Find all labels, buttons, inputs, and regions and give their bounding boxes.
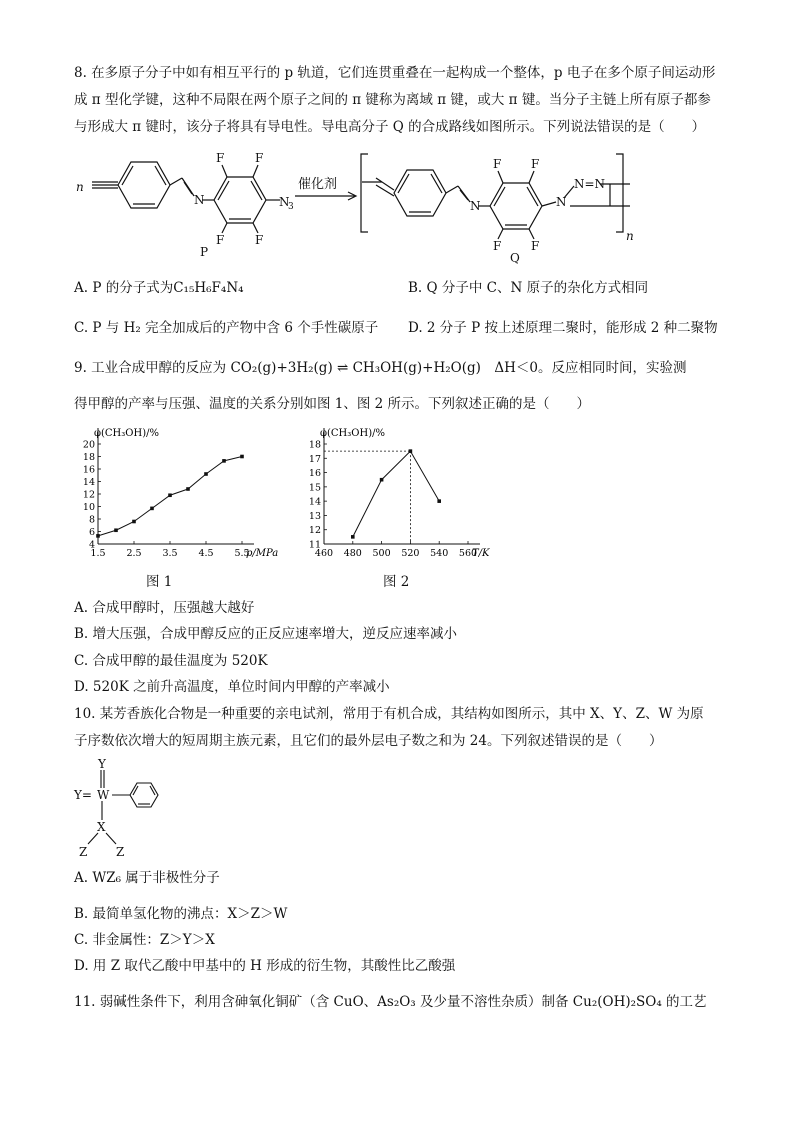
q8-option-c[interactable]: C. P 与 H₂ 完全加成后的产物中含 6 个手性碳原子	[74, 320, 379, 336]
q8-reaction-scheme	[70, 140, 670, 270]
x-tick-label: 460	[314, 548, 334, 559]
svg-text:F: F	[216, 151, 225, 165]
y-tick-label: 18	[82, 452, 95, 463]
svg-text:X: X	[97, 820, 106, 834]
data-point	[222, 459, 226, 463]
chart-fig1-pressure	[70, 422, 279, 562]
y-tick-label: 14	[82, 477, 95, 488]
y-tick-label: 15	[308, 482, 321, 494]
svg-text:催化剂: 催化剂	[298, 177, 338, 192]
svg-text:P: P	[200, 245, 209, 259]
y-tick-label: 12	[308, 525, 321, 537]
data-point	[132, 520, 136, 524]
svg-text:Y=: Y=	[74, 788, 92, 802]
x-axis-label: p/MPa	[246, 548, 279, 559]
data-point	[114, 528, 118, 532]
series-line	[353, 451, 439, 537]
q10-stem-line1: 10. 某芳香族化合物是一种重要的亲电试剂，常用于有机合成，其结构如图所示，其中 X、Y、Z、W 为原	[74, 706, 704, 722]
data-point	[380, 478, 384, 482]
q10-option-b[interactable]: B. 最简单氢化物的沸点：X＞Z＞W	[74, 906, 288, 922]
svg-text:n: n	[76, 180, 84, 194]
svg-text:F: F	[255, 233, 264, 247]
x-tick-label: 480	[343, 548, 362, 559]
y-tick-label: 4	[88, 539, 95, 551]
q9-stem-line2: 得甲醇的产率与压强、温度的关系分别如图 1、图 2 所示。下列叙述正确的是（ ）	[74, 396, 591, 412]
x-tick-label: 520	[401, 548, 420, 559]
x-tick-label: 2.5	[126, 548, 142, 559]
svg-text:N: N	[279, 195, 290, 209]
q8-option-b[interactable]: B. Q 分子中 C、N 原子的杂化方式相同	[408, 280, 649, 296]
q8-stem-line3: 与形成大 π 键时，该分子将具有导电性。导电高分子 Q 的合成路线如图所示。下列说法错误的是（ ）	[74, 119, 706, 135]
q8-stem-line1: 8. 在多原子分子中如有相互平行的 p 轨道，它们连贯重叠在一起构成一个整体，p 电子在多个原子间运动形	[74, 65, 716, 81]
svg-text:N=N: N=N	[574, 177, 606, 191]
data-point	[204, 472, 208, 476]
y-tick-label: 8	[88, 514, 95, 526]
svg-text:F: F	[255, 151, 264, 165]
scheme-atom-labels	[76, 151, 634, 265]
svg-text:Q: Q	[510, 251, 520, 265]
q9-stem-line1: 9. 工业合成甲醇的反应为 CO₂(g)+3H₂(g) ⇌ CH₃OH(g)+H₂O(g) ΔH＜0。反应相同时间，实验测	[74, 360, 687, 376]
svg-text:Y: Y	[98, 757, 106, 771]
data-point	[409, 449, 413, 453]
x-tick-label: 1.5	[90, 548, 106, 559]
y-tick-label: 6	[88, 527, 95, 538]
q10-stem-line2: 子序数依次增大的短周期主族元素，且它们的最外层电子数之和为 24。下列叙述错误的是（ ）	[74, 733, 663, 749]
svg-text:F: F	[493, 157, 502, 171]
svg-text:3: 3	[288, 202, 294, 212]
svg-text:F: F	[216, 233, 225, 247]
q11-stem-line1: 11. 弱碱性条件下，利用含砷氧化铜矿（含 CuO、As₂O₃ 及少量不溶性杂质）制备 Cu₂(OH)₂SO₄ 的工艺	[74, 994, 707, 1010]
fig1-caption: 图 1	[146, 574, 173, 590]
y-tick-label: 11	[308, 539, 321, 551]
q8-stem-line2: 成 π 型化学键，这种不局限在两个原子之间的 π 键称为离域 π 键，或大 π 键。当分子主链上所有原子都参	[74, 92, 711, 108]
data-point	[96, 534, 100, 538]
q10-option-c[interactable]: C. 非金属性：Z＞Y＞X	[74, 932, 215, 948]
y-axis-label: φ(CH₃OH)/%	[94, 428, 159, 439]
y-tick-label: 10	[82, 502, 95, 513]
x-tick-label: 540	[430, 548, 449, 559]
y-tick-label: 13	[308, 510, 321, 522]
x-tick-label: 3.5	[162, 548, 178, 559]
svg-text:Z: Z	[79, 845, 88, 859]
q9-option-d[interactable]: D. 520K 之前升高温度，单位时间内甲醇的产率减小	[74, 679, 390, 695]
svg-text:n: n	[626, 229, 634, 243]
svg-text:F: F	[531, 157, 540, 171]
data-point	[351, 535, 355, 539]
q9-option-c[interactable]: C. 合成甲醇的最佳温度为 520K	[74, 653, 268, 669]
data-point	[150, 507, 154, 511]
x-tick-label: 500	[372, 548, 391, 559]
x-tick-label: 4.5	[198, 548, 214, 559]
fig2-caption: 图 2	[383, 574, 410, 590]
q10-option-a[interactable]: A. WZ₆ 属于非极性分子	[74, 870, 220, 886]
q8-option-d[interactable]: D. 2 分子 P 按上述原理二聚时，能形成 2 种二聚物	[408, 320, 718, 336]
x-axis-label: T/K	[472, 548, 490, 559]
y-tick-label: 12	[82, 489, 95, 501]
q9-option-a[interactable]: A. 合成甲醇时，压强越大越好	[74, 600, 255, 616]
data-point	[240, 455, 244, 459]
data-point	[437, 499, 441, 503]
y-tick-label: 14	[308, 496, 321, 508]
svg-text:W: W	[97, 788, 110, 802]
q10-structure-diagram	[72, 758, 182, 858]
svg-text:N: N	[470, 199, 481, 213]
data-point	[186, 487, 190, 491]
y-tick-label: 16	[308, 468, 321, 480]
svg-text:N: N	[194, 193, 205, 207]
x-tick-label: 560	[458, 548, 478, 559]
q10-option-d[interactable]: D. 用 Z 取代乙酸中甲基中的 H 形成的衍生物，其酸性比乙酸强	[74, 958, 456, 974]
y-tick-label: 18	[308, 439, 321, 451]
x-tick-label: 5.5	[234, 548, 250, 559]
svg-text:F: F	[531, 239, 540, 253]
y-tick-label: 17	[308, 453, 321, 465]
svg-text:N: N	[556, 195, 567, 209]
svg-text:F: F	[493, 239, 502, 253]
y-axis-label: φ(CH₃OH)/%	[320, 428, 385, 439]
q8-option-a[interactable]: A. P 的分子式为C₁₅H₆F₄N₄	[74, 280, 244, 296]
q9-option-b[interactable]: B. 增大压强，合成甲醇反应的正反应速率增大，逆反应速率减小	[74, 626, 458, 642]
svg-text:Z: Z	[116, 845, 125, 859]
data-point	[168, 493, 172, 497]
chart-fig2-temperature	[296, 422, 496, 562]
y-tick-label: 16	[82, 464, 95, 476]
y-tick-label: 20	[82, 439, 95, 451]
